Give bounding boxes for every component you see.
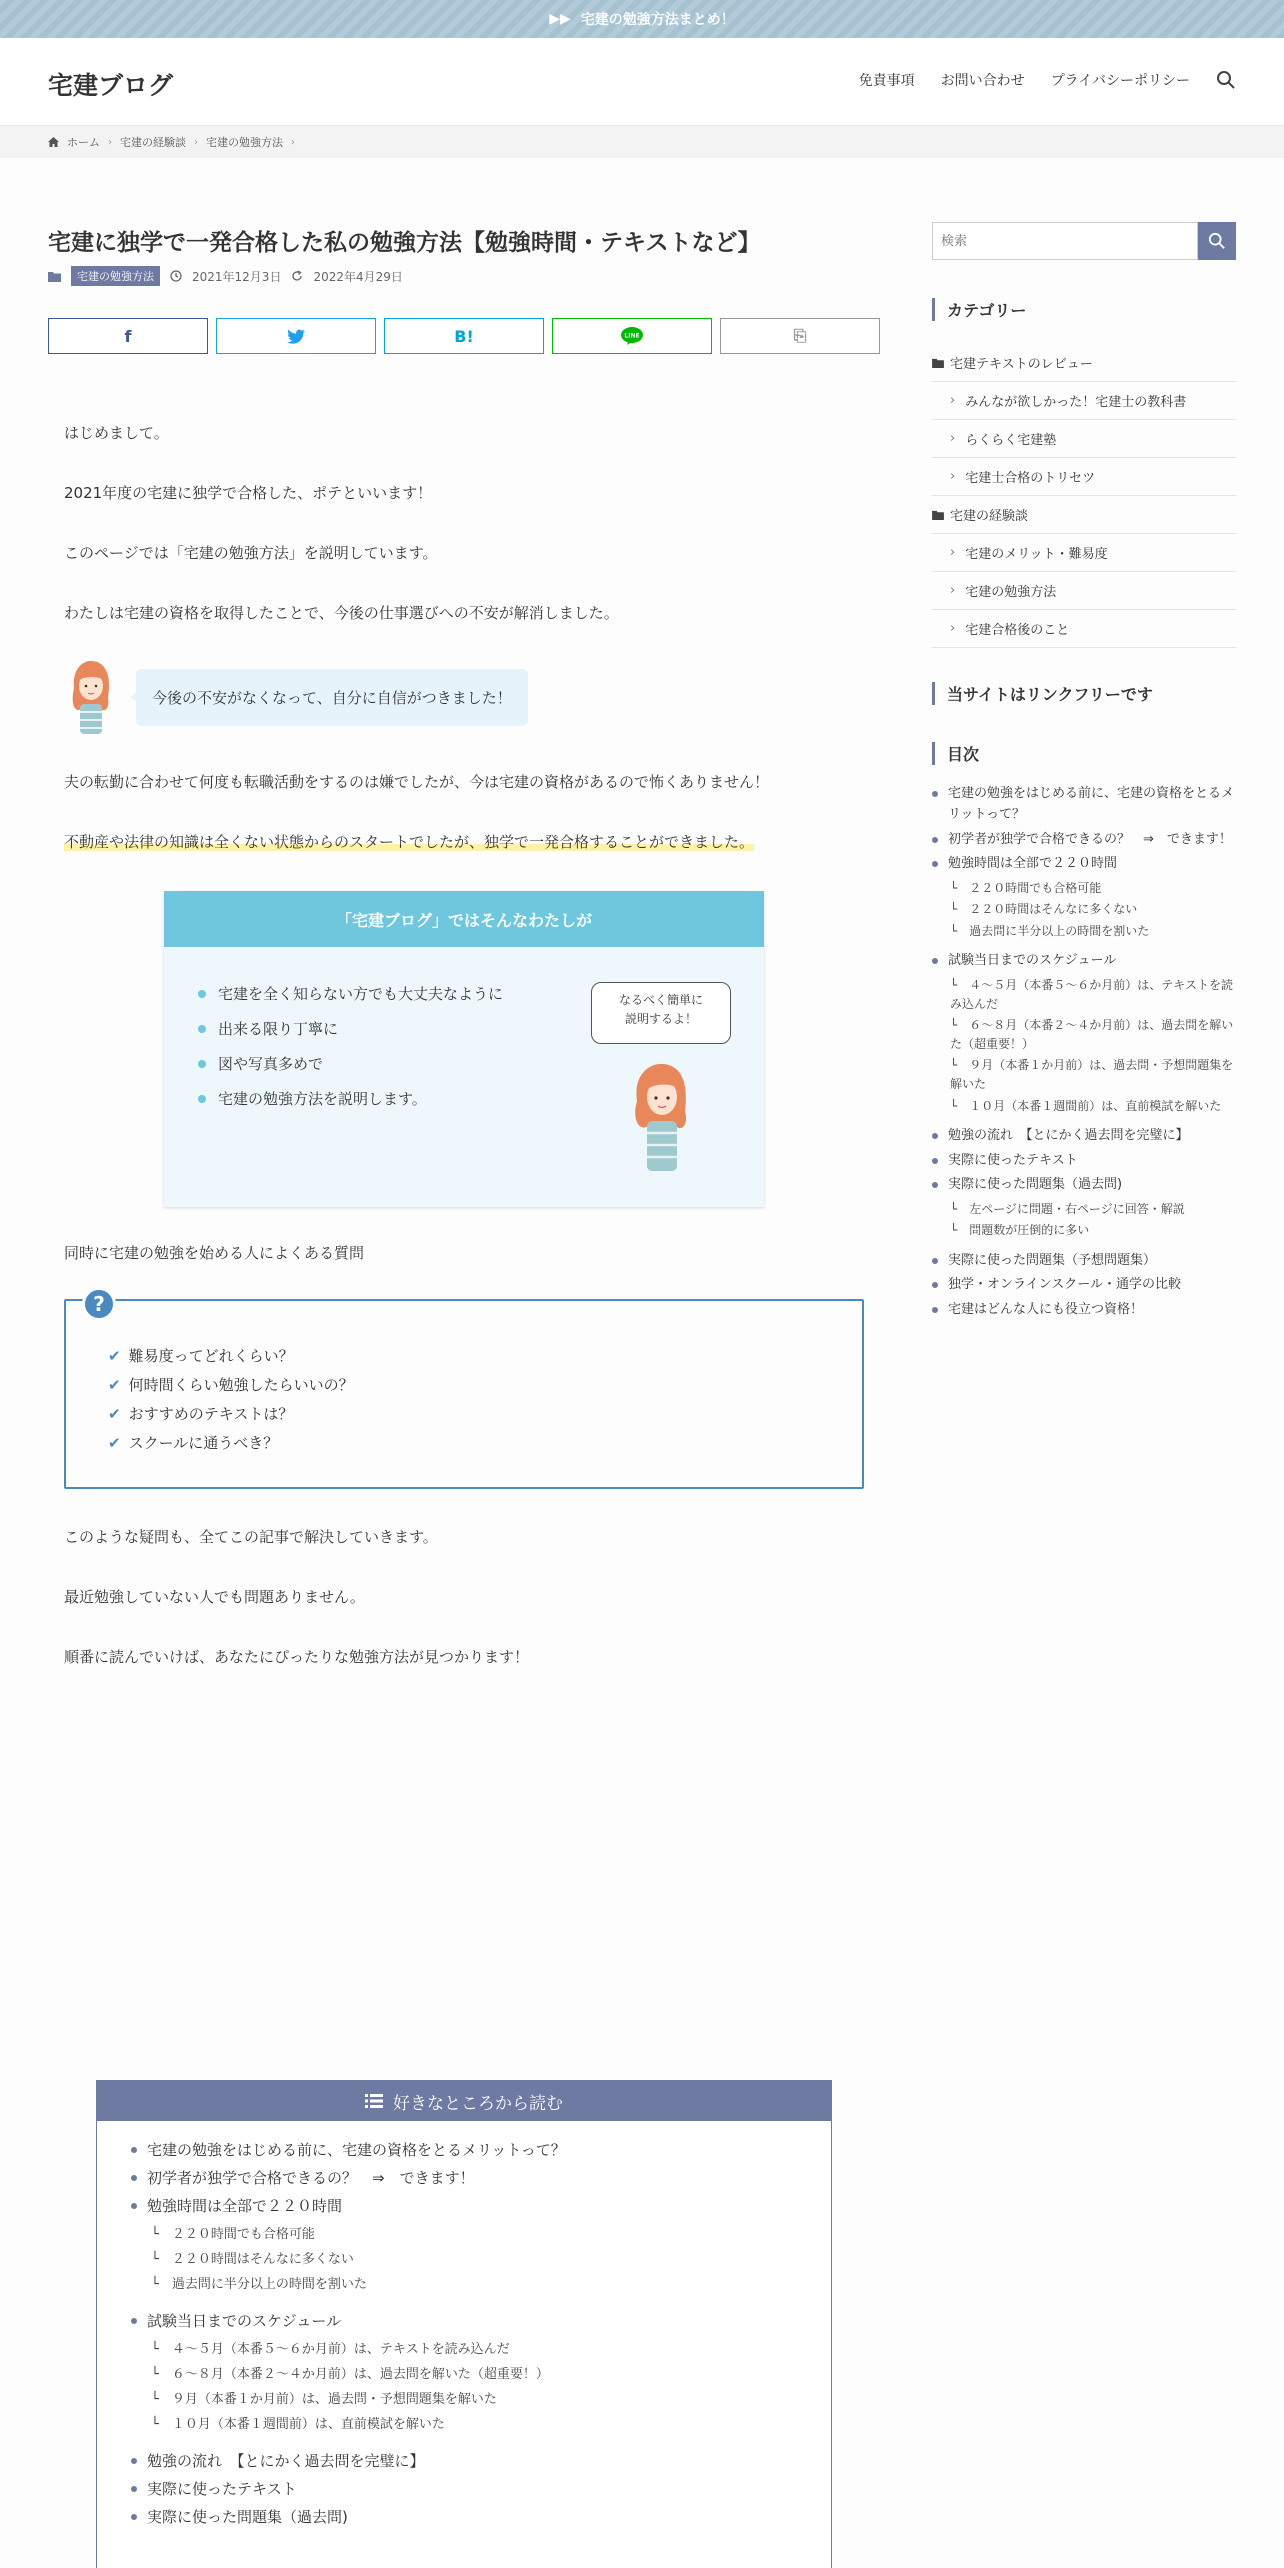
folder-icon	[48, 271, 61, 282]
bullet-icon	[131, 2514, 137, 2520]
paragraph-3: このページでは「宅建の勉強方法」を説明しています。	[64, 544, 438, 562]
share-copy-button[interactable]	[720, 318, 880, 354]
toc-item-label[interactable]: 勉強時間は全部で２２０時間	[147, 2197, 343, 2215]
chevron-right-icon: ›	[950, 393, 956, 408]
toc-subitem-label[interactable]: ２２０時間はそんなに多くない	[171, 2252, 354, 2267]
category-item[interactable]	[932, 496, 1236, 534]
toc-item[interactable]	[131, 2139, 831, 2160]
list-item-label: 何時間くらい勉強したらいいの？	[128, 1376, 354, 1394]
category-label[interactable]: 宅建合格後のこと	[965, 623, 1070, 638]
list-item	[108, 1432, 354, 1453]
toc-subitem-label[interactable]: ２２０時間でも合格可能	[171, 2227, 315, 2242]
list-item	[198, 1018, 503, 1039]
category-item[interactable]	[932, 572, 1236, 610]
breadcrumb-experience[interactable]: 宅建の経験談	[120, 136, 186, 149]
nav-privacy[interactable]: プライバシーポリシー	[1050, 73, 1190, 89]
toc-heading: 目次	[932, 742, 979, 765]
spacer	[932, 943, 1236, 951]
list-item-label: 宅建を全く知らない方でも大丈夫なように	[218, 985, 504, 1003]
toc-item-label[interactable]: 宅建はどんな人にも役立つ資格！	[948, 1302, 1144, 1318]
toc-item[interactable]	[131, 2195, 831, 2216]
toc-subitem[interactable]: └ ６～８月（本番２～４か月前）は、過去問を解いた（超重要！）	[950, 1017, 1234, 1052]
toc-subitem[interactable]: └ １０月（本番１週間前）は、直前模試を解いた	[950, 1098, 1222, 1113]
category-item[interactable]	[932, 420, 1236, 458]
refresh-icon	[291, 270, 303, 282]
toc-item[interactable]	[932, 854, 1236, 875]
home-icon	[48, 137, 59, 147]
share-facebook-button[interactable]	[48, 318, 208, 354]
spacer	[131, 2438, 831, 2450]
bullet-icon	[131, 2147, 137, 2153]
folder-icon	[932, 510, 944, 520]
chevron-right-icon: ›	[950, 621, 956, 636]
share-buttons	[48, 318, 880, 354]
toc-subitem[interactable]: └ ９月（本番１か月前）は、過去問・予想問題集を解いた	[151, 2392, 497, 2407]
toc-item[interactable]	[932, 1126, 1236, 1147]
list-icon	[365, 2094, 383, 2108]
category-badge[interactable]: 宅建の勉強方法	[71, 266, 160, 286]
updated-date: 2022年4月29日	[313, 269, 403, 284]
paragraph-7: 同時に宅建の勉強を始める人によくある質問	[64, 1244, 365, 1262]
site-header	[0, 38, 1284, 126]
chevron-right-icon: ›	[950, 469, 956, 484]
toc-subitem[interactable]: └ ４～５月（本番５～６か月前）は、テキストを読み込んだ	[151, 2342, 510, 2357]
category-item[interactable]	[932, 458, 1236, 496]
spacer	[131, 2298, 831, 2310]
category-list	[932, 344, 1236, 648]
toc-item[interactable]	[932, 1300, 1236, 1321]
list-item	[198, 983, 503, 1004]
toc-subitem-label[interactable]: ９月（本番１か月前）は、過去問・予想問題集を解いた	[950, 1058, 1234, 1092]
check-icon: ✔	[108, 1404, 121, 1423]
paragraph-6	[64, 830, 754, 854]
toc-item-label[interactable]: 宅建の勉強をはじめる前に、宅建の資格をとるメリットって？	[147, 2141, 566, 2159]
toc-item-label[interactable]: 勉強の流れ 【とにかく過去問を完璧に】	[948, 1127, 1189, 1143]
bullet-icon	[932, 1182, 938, 1188]
toc-subitem-label[interactable]: １０月（本番１週間前）は、直前模試を解いた	[171, 2417, 445, 2432]
bullet-icon	[131, 2486, 137, 2492]
feature-box-title: 「宅建ブログ」ではそんなわたしが	[164, 891, 764, 947]
highlight-text: 不動産や法律の知識は全くない状態からのスタートでしたが、独学で一発合格することができました。	[64, 833, 755, 851]
category-label[interactable]: 宅建の経験談	[950, 509, 1029, 524]
toc-subitem-label[interactable]: １０月（本番１週間前）は、直前模試を解いた	[969, 1098, 1222, 1113]
question-icon: ?	[82, 1287, 116, 1321]
toc-subitem-label[interactable]: ２２０時間でも合格可能	[969, 881, 1102, 896]
toc-item-label[interactable]: 実際に使った問題集（過去問)	[948, 1177, 1123, 1193]
list-item-label: おすすめのテキストは？	[128, 1405, 294, 1423]
folder-icon	[932, 358, 944, 368]
toc-subitem[interactable]: └ ４～５月（本番５～６か月前）は、テキストを読み込んだ	[950, 977, 1233, 1011]
category-label[interactable]: 宅建のメリット・難易度	[965, 547, 1108, 562]
line-icon-label: LINE	[624, 332, 640, 340]
paragraph-9: 最近勉強していない人でも問題ありません。	[64, 1588, 365, 1606]
paragraph-5: 夫の転勤に合わせて何度も転職活動をするのは嫌でしたが、今は宅建の資格があるので怖くありません！	[64, 773, 770, 791]
toc-subitem[interactable]: └ ９月（本番１か月前）は、過去問・予想問題集を解いた	[950, 1058, 1234, 1092]
bubble-line-1: なるべく簡単に	[618, 993, 703, 1007]
faq-box	[64, 1292, 864, 1489]
toc-item-label[interactable]: 実際に使ったテキスト	[948, 1152, 1078, 1168]
toc-subitem-label[interactable]: 左ページに問題・右ページに回答・解説	[969, 1202, 1185, 1217]
toc-item-label[interactable]: 勉強の流れ 【とにかく過去問を完璧に】	[147, 2452, 425, 2470]
toc-item[interactable]	[932, 1151, 1236, 1172]
page-title: 宅建に独学で一発合格した私の勉強方法【勉強時間・テキストなど】	[48, 230, 761, 256]
toc-item[interactable]	[932, 830, 1236, 851]
toc-subitem-label[interactable]: ６～８月（本番２～４か月前）は、過去問を解いた（超重要！）	[171, 2367, 549, 2382]
bullet-icon	[932, 958, 938, 964]
toc-box-title: 好きなところから読む	[393, 2093, 563, 2114]
bullet-icon	[932, 861, 938, 867]
category-item[interactable]	[932, 344, 1236, 382]
toc-subitem-label[interactable]: 問題数が圧倒的に多い	[969, 1223, 1090, 1238]
notice-bar[interactable]	[0, 0, 1284, 38]
paragraph-1: はじめまして。	[64, 424, 169, 442]
avatar	[64, 658, 118, 736]
toc-subitem-label[interactable]: ６～８月（本番２～４か月前）は、過去問を解いた（超重要！）	[950, 1017, 1234, 1052]
breadcrumb	[0, 126, 1284, 158]
toc-item-label[interactable]: 初学者が独学で合格できるの？ ⇒ できます！	[948, 831, 1232, 847]
avatar	[629, 1061, 695, 1173]
nav-disclaimer[interactable]: 免責事項	[858, 73, 915, 89]
bullet-icon	[198, 1095, 206, 1103]
check-icon: ✔	[108, 1375, 121, 1394]
sidebar-toc	[932, 784, 1236, 1325]
share-line-button[interactable]	[552, 318, 712, 354]
toc-item[interactable]	[131, 2310, 831, 2331]
toc-subitem[interactable]: └ ２２０時間はそんなに多くない	[151, 2252, 354, 2267]
chevron-right-icon: ›	[950, 431, 956, 446]
toc-item-label[interactable]: 独学・オンラインスクール・通学の比較	[948, 1277, 1181, 1293]
toc-subitem-label[interactable]: ２２０時間はそんなに多くない	[969, 902, 1138, 917]
feature-box	[164, 891, 764, 1207]
toc-item-label[interactable]: 実際に使った問題集（予想問題集）	[948, 1252, 1157, 1268]
bullet-icon	[932, 1307, 938, 1313]
check-icon: ✔	[108, 1346, 121, 1365]
paragraph-8: このような疑問も、全てこの記事で解決していきます。	[64, 1528, 438, 1546]
toc-item[interactable]	[932, 1275, 1236, 1296]
small-speech-bubble	[591, 982, 731, 1044]
sidebar	[932, 222, 1236, 1318]
search-form	[932, 222, 1236, 260]
category-label[interactable]: 宅建の勉強方法	[965, 585, 1057, 600]
breadcrumb-home[interactable]: ホーム	[67, 136, 100, 149]
hatena-icon: B!	[454, 326, 474, 346]
spacer	[932, 1118, 1236, 1126]
toc-subitem[interactable]: └ ２２０時間はそんなに多くない	[950, 902, 1138, 917]
line-icon	[620, 327, 644, 345]
toc-item[interactable]	[131, 2450, 831, 2471]
share-twitter-button[interactable]	[216, 318, 376, 354]
toc-subitem[interactable]: └ 過去問に半分以上の時間を割いた	[950, 923, 1150, 938]
post-meta	[48, 266, 403, 286]
list-item	[198, 1053, 503, 1074]
categories-heading: カテゴリー	[932, 298, 1026, 321]
paragraph-4: わたしは宅建の資格を取得したことで、今後の仕事選びへの不安が解消しました。	[64, 604, 619, 622]
facebook-icon: f	[124, 326, 132, 346]
toc-item-label[interactable]: 勉強時間は全部で２２０時間	[948, 856, 1118, 872]
category-label[interactable]: みんなが欲しかった！宅建士の教科書	[965, 395, 1187, 410]
category-item[interactable]	[932, 610, 1236, 648]
faq-list	[108, 1345, 354, 1461]
share-hatena-button[interactable]	[384, 318, 544, 354]
linkfree-heading: 当サイトはリンクフリーです	[932, 682, 1153, 705]
bullet-icon	[198, 990, 206, 998]
toc-box-header	[97, 2081, 831, 2121]
toc-subitem[interactable]: └ 過去問に半分以上の時間を割いた	[151, 2277, 367, 2292]
list-item	[108, 1345, 354, 1366]
toc-item-label[interactable]: 宅建の勉強をはじめる前に、宅建の資格をとるメリットって？	[948, 786, 1235, 822]
toc-item-label[interactable]: 試験当日までのスケジュール	[948, 952, 1117, 968]
check-icon: ✔	[108, 1433, 121, 1452]
toc-item[interactable]	[131, 2167, 831, 2188]
nav-contact[interactable]: お問い合わせ	[940, 73, 1025, 89]
feature-list	[198, 983, 503, 1123]
bullet-icon	[131, 2203, 137, 2209]
category-item[interactable]	[932, 534, 1236, 572]
chevron-right-icon: ›	[950, 583, 956, 598]
global-nav	[859, 70, 1236, 90]
toc-item[interactable]	[131, 2506, 831, 2527]
list-item-label: 出来る限り丁寧に	[218, 1020, 339, 1038]
toc-item-label[interactable]: 実際に使った問題集（過去問)	[147, 2508, 348, 2526]
list-item	[108, 1403, 354, 1424]
published-date: 2021年12月3日	[192, 269, 282, 284]
bubble-line-2: 説明するよ！	[624, 1012, 697, 1027]
category-label[interactable]: 宅建士合格のトリセツ	[965, 471, 1096, 486]
clock-icon	[170, 270, 182, 282]
list-item-label: 図や写真多めで	[218, 1055, 324, 1073]
toc-subitem-label[interactable]: ４～５月（本番５～６か月前）は、テキストを読み込んだ	[950, 977, 1233, 1011]
toc-item[interactable]	[932, 951, 1236, 972]
category-label[interactable]: 宅建テキストのレビュー	[950, 357, 1093, 372]
toc-subitem[interactable]: └ ６～８月（本番２～４か月前）は、過去問を解いた（超重要！）	[151, 2367, 549, 2382]
toc-subitem[interactable]: └ 左ページに問題・右ページに回答・解説	[950, 1202, 1185, 1217]
toc-item-label[interactable]: 試験当日までのスケジュール	[147, 2312, 342, 2330]
chevron-right-icon: ›	[108, 136, 112, 148]
chevron-right-icon: ›	[291, 136, 295, 148]
bullet-icon	[932, 1258, 938, 1264]
chevron-right-icon: ›	[950, 545, 956, 560]
toc-subitem[interactable]: └ １０月（本番１週間前）は、直前模試を解いた	[151, 2417, 445, 2432]
bullet-icon	[131, 2175, 137, 2181]
toc-subitem[interactable]: └ ２２０時間でも合格可能	[950, 881, 1102, 896]
toc-subitem-label[interactable]: ９月（本番１か月前）は、過去問・予想問題集を解いた	[171, 2392, 497, 2407]
toc-item-label[interactable]: 実際に使ったテキスト	[147, 2480, 297, 2498]
speech-bubble: 今後の不安がなくなって、自分に自信がつきました！	[136, 669, 528, 726]
notice-text[interactable]: 宅建の勉強方法まとめ！	[580, 12, 735, 28]
breadcrumb-study[interactable]: 宅建の勉強方法	[206, 136, 283, 149]
toc-item-label[interactable]: 初学者が独学で合格できるの？ ⇒ できます！	[147, 2169, 475, 2187]
speech-bubble-row	[64, 658, 528, 736]
spacer	[932, 1243, 1236, 1251]
toc-subitem[interactable]: └ ２２０時間でも合格可能	[151, 2227, 315, 2242]
copy-icon: ⎘	[793, 326, 807, 345]
toc-list	[97, 2121, 831, 2527]
toc-item[interactable]	[932, 784, 1236, 826]
bullet-icon	[932, 1282, 938, 1288]
site-title[interactable]: 宅建ブログ	[48, 71, 174, 100]
toc-box	[96, 2080, 832, 2568]
paragraph-10: 順番に読んでいけば、あなたにぴったりな勉強方法が見つかります！	[64, 1648, 530, 1666]
bullet-icon	[198, 1025, 206, 1033]
paragraph-2: 2021年度の宅建に独学で合格した、ポテといいます！	[64, 484, 433, 502]
bullet-icon	[131, 2458, 137, 2464]
category-label[interactable]: らくらく宅建塾	[965, 433, 1057, 448]
bullet-icon	[932, 791, 938, 797]
toc-subitem-label[interactable]: 過去問に半分以上の時間を割いた	[969, 923, 1150, 938]
chevron-right-icon: ›	[194, 136, 198, 148]
bullet-icon	[932, 1158, 938, 1164]
toc-subitem[interactable]: └ 問題数が圧倒的に多い	[950, 1223, 1090, 1238]
list-item-label: スクールに通うべき？	[128, 1434, 279, 1452]
search-button[interactable]	[1198, 222, 1236, 260]
notice-arrows: ▶▶	[549, 11, 571, 27]
search-input[interactable]	[932, 222, 1198, 260]
search-icon[interactable]	[1216, 70, 1236, 90]
list-item-label: 難易度ってどれくらい？	[128, 1347, 294, 1365]
list-item	[108, 1374, 354, 1395]
list-item-label: 宅建の勉強方法を説明します。	[218, 1090, 427, 1108]
bullet-icon	[198, 1060, 206, 1068]
twitter-icon	[287, 329, 305, 344]
bullet-icon	[932, 837, 938, 843]
toc-item[interactable]	[932, 1251, 1236, 1272]
toc-item[interactable]	[131, 2478, 831, 2499]
bullet-icon	[131, 2318, 137, 2324]
category-item[interactable]	[932, 382, 1236, 420]
toc-subitem-label[interactable]: ４～５月（本番５～６か月前）は、テキストを読み込んだ	[171, 2342, 510, 2357]
toc-item[interactable]	[932, 1175, 1236, 1196]
bullet-icon	[932, 1133, 938, 1139]
list-item	[198, 1088, 503, 1109]
toc-subitem-label[interactable]: 過去問に半分以上の時間を割いた	[171, 2277, 367, 2292]
